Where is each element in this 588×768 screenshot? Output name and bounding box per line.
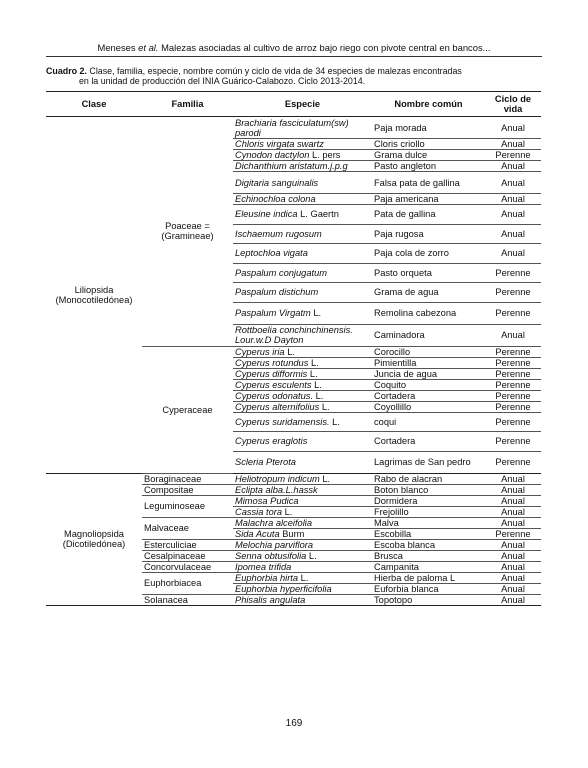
species-authority: L.: [319, 401, 330, 412]
especie-cell: [233, 368, 372, 379]
species-authority: L.: [298, 572, 309, 583]
ciclo-cell: Anual: [485, 495, 541, 506]
species-name: Eleusine indica: [235, 209, 298, 220]
species-name: Eclipta alba.L.hassk: [235, 484, 318, 495]
species-authority: L.: [308, 357, 319, 368]
header-familia: Familia: [142, 92, 233, 117]
species-name: Paspalum conjugatum: [235, 267, 327, 278]
header-rule: [46, 56, 542, 57]
ciclo-cell: Perenne: [485, 283, 541, 303]
nombre-comun-cell: Pasto angleton: [372, 161, 485, 172]
especie-cell: [233, 412, 372, 432]
species-authority: L.: [310, 308, 322, 318]
nombre-comun-cell: Dormidera: [372, 495, 485, 506]
familia-cell: Esterculiciae: [142, 539, 233, 550]
running-head-authors: Meneses: [97, 42, 139, 53]
nombre-comun-cell: Campanita: [372, 561, 485, 572]
page-number: 169: [285, 718, 303, 729]
nombre-comun-cell: Pata de gallina: [372, 205, 485, 225]
ciclo-cell: Anual: [485, 561, 541, 572]
especie-cell: [233, 572, 372, 583]
nombre-comun-cell: Topotopo: [372, 594, 485, 605]
especie-cell: [233, 473, 372, 484]
especie-cell: [233, 244, 372, 264]
species-name: Cyperus suridamensis.: [235, 416, 330, 427]
especie-cell: [233, 539, 372, 550]
especie-cell: [233, 550, 372, 561]
nombre-comun-cell: Pimientilla: [372, 357, 485, 368]
nombre-comun-cell: Paja americana: [372, 194, 485, 205]
species-name: Malachra alceifolia: [235, 517, 312, 528]
nombre-comun-cell: Hierba de paloma L: [372, 572, 485, 583]
caption-line-2: en la unidad de producción del INIA Guárico-Calabozo. Ciclo 2013-2014.: [79, 76, 366, 87]
especie-cell: [233, 302, 372, 324]
species-name: Brachiaria fasciculatum(sw) parodi: [235, 117, 349, 138]
nombre-comun-cell: Caminadora: [372, 324, 485, 346]
especie-cell: [233, 283, 372, 303]
especie-cell: [233, 495, 372, 506]
species-name: Digitaria sanguinalis: [235, 177, 319, 188]
species-name: Euphorbia hyperficifolia: [235, 583, 332, 594]
nombre-comun-cell: Escoba blanca: [372, 539, 485, 550]
species-name: Melochia parviflora: [235, 539, 314, 550]
species-name: Cyperus iria: [235, 346, 285, 357]
ciclo-cell: Perenne: [485, 528, 541, 539]
clase-cell: Liliopsida (Monocotiledónea): [46, 117, 142, 474]
ciclo-cell: Anual: [485, 594, 541, 605]
nombre-comun-cell: Lagrimas de San pedro: [372, 451, 485, 473]
species-name: Ischaemum rugosum: [235, 228, 322, 239]
especie-cell: [233, 432, 372, 452]
especie-cell: [233, 205, 372, 225]
nombre-comun-cell: Rabo de alacran: [372, 473, 485, 484]
nombre-comun-cell: Paja rugosa: [372, 224, 485, 244]
especie-cell: [233, 401, 372, 412]
species-name: Dichanthium aristatum.j.p.g: [235, 161, 348, 171]
especie-cell: [233, 117, 372, 139]
ciclo-cell: Perenne: [485, 432, 541, 452]
nombre-comun-cell: Pasto orqueta: [372, 263, 485, 283]
nombre-comun-cell: Corocillo: [372, 346, 485, 357]
species-name: Cyperus esculents: [235, 379, 312, 390]
header-row: [46, 92, 541, 117]
nombre-comun-cell: Paja morada: [372, 117, 485, 139]
species-name: Paspalum Virgatm: [235, 308, 311, 318]
species-authority: L.: [284, 346, 295, 357]
nombre-comun-cell: Paja cola de zorro: [372, 244, 485, 264]
familia-cell: Cesalpinaceae: [142, 550, 233, 561]
ciclo-cell: Anual: [485, 484, 541, 495]
species-authority: L.: [307, 368, 318, 379]
nombre-comun-cell: Juncia de agua: [372, 368, 485, 379]
table-row: [46, 473, 541, 484]
species-authority: L. pers: [309, 150, 341, 160]
ciclo-cell: Anual: [485, 506, 541, 517]
ciclo-cell: Anual: [485, 244, 541, 264]
species-authority: L.: [311, 379, 322, 390]
familia-cell: Euphorbiacea: [142, 572, 233, 594]
especie-cell: [233, 379, 372, 390]
species-name: Cyperus alternifolius: [235, 401, 320, 412]
familia-cell: Boraginaceae: [142, 473, 233, 484]
nombre-comun-cell: Remolina cabezona: [372, 302, 485, 324]
ciclo-cell: Anual: [485, 161, 541, 172]
ciclo-cell: Perenne: [485, 379, 541, 390]
ciclo-cell: Perenne: [485, 451, 541, 473]
ciclo-cell: Anual: [485, 324, 541, 346]
species-name: Cyperus odonatus.: [235, 390, 314, 401]
especie-cell: [233, 263, 372, 283]
ciclo-cell: Anual: [485, 583, 541, 594]
species-name: Paspalum distichum: [235, 287, 319, 298]
table-row: [46, 117, 541, 139]
species-authority: L.: [319, 473, 331, 484]
species-authority: L.: [306, 550, 317, 561]
especie-cell: [233, 139, 372, 150]
especie-cell: [233, 324, 372, 346]
familia-cell: Poaceae = (Gramineae): [142, 117, 233, 347]
caption-label: Cuadro 2.: [46, 66, 87, 76]
nombre-comun-cell: Boton blanco: [372, 484, 485, 495]
species-name: Ipomea trifida: [235, 561, 292, 572]
species-authority: L.: [313, 390, 324, 401]
header-especie: Especie: [233, 92, 372, 117]
especie-cell: [233, 357, 372, 368]
ciclo-cell: Anual: [485, 517, 541, 528]
species-name: Cassia tora: [235, 506, 283, 517]
ciclo-cell: Perenne: [485, 401, 541, 412]
ciclo-cell: Anual: [485, 205, 541, 225]
header-ciclo-de-vida: Ciclo de vida: [485, 92, 541, 117]
ciclo-cell: Anual: [485, 172, 541, 194]
familia-cell: Malvaceae: [142, 517, 233, 539]
ciclo-cell: Perenne: [485, 302, 541, 324]
ciclo-cell: Anual: [485, 473, 541, 484]
especie-cell: [233, 517, 372, 528]
running-head-etal: et al.: [138, 42, 159, 53]
especie-cell: [233, 528, 372, 539]
nombre-comun-cell: Cloris criollo: [372, 139, 485, 150]
nombre-comun-cell: Falsa pata de gallina: [372, 172, 485, 194]
species-authority: Burm: [279, 528, 305, 539]
species-name: Mimosa Pudica: [235, 495, 299, 506]
especie-cell: [233, 224, 372, 244]
ciclo-cell: Anual: [485, 117, 541, 139]
species-name: Heliotropum indicum: [235, 473, 320, 484]
nombre-comun-cell: Euforbia blanca: [372, 583, 485, 594]
clase-cell: Magnoliopsida (Dicotiledónea): [46, 473, 142, 605]
familia-cell: Concorvulaceae: [142, 561, 233, 572]
nombre-comun-cell: Grama dulce: [372, 150, 485, 161]
ciclo-cell: Perenne: [485, 390, 541, 401]
ciclo-cell: Anual: [485, 539, 541, 550]
species-table-body: [46, 117, 541, 606]
especie-cell: [233, 161, 372, 172]
species-authority: L.: [329, 416, 340, 427]
ciclo-cell: Anual: [485, 224, 541, 244]
familia-cell: Solanacea: [142, 594, 233, 605]
caption-line-1: Clase, familia, especie, nombre común y ciclo de vida de 34 especies de malezas encontradas: [86, 66, 462, 76]
ciclo-cell: Anual: [485, 194, 541, 205]
species-name: Leptochloa vigata: [235, 248, 308, 259]
especie-cell: [233, 390, 372, 401]
ciclo-cell: Perenne: [485, 412, 541, 432]
nombre-comun-cell: Coyollillo: [372, 401, 485, 412]
familia-cell: Compositae: [142, 484, 233, 495]
nombre-comun-cell: Malva: [372, 517, 485, 528]
ciclo-cell: Anual: [485, 139, 541, 150]
nombre-comun-cell: coqui: [372, 412, 485, 432]
ciclo-cell: Perenne: [485, 368, 541, 379]
species-name: Euphorbia hirta: [235, 572, 299, 583]
species-name: Cyperus eraglotis: [235, 436, 308, 447]
running-head: [46, 42, 542, 53]
ciclo-cell: Anual: [485, 572, 541, 583]
especie-cell: [233, 583, 372, 594]
especie-cell: [233, 561, 372, 572]
nombre-comun-cell: Grama de agua: [372, 283, 485, 303]
especie-cell: [233, 594, 372, 605]
species-name: Chloris virgata swartz: [235, 139, 324, 149]
nombre-comun-cell: Brusca: [372, 550, 485, 561]
species-table: [46, 91, 541, 606]
especie-cell: [233, 506, 372, 517]
table-caption: [46, 66, 542, 87]
nombre-comun-cell: Cortadera: [372, 390, 485, 401]
especie-cell: [233, 194, 372, 205]
nombre-comun-cell: Cortadera: [372, 432, 485, 452]
species-name: Cynodon dactylon: [235, 150, 310, 160]
familia-cell: Cyperaceae: [142, 346, 233, 473]
especie-cell: [233, 484, 372, 495]
nombre-comun-cell: Coquito: [372, 379, 485, 390]
species-name: Phisalis angulata: [235, 594, 306, 605]
especie-cell: [233, 172, 372, 194]
species-name: Scleria Pterota: [235, 457, 296, 467]
header-clase: Clase: [46, 92, 142, 117]
ciclo-cell: Perenne: [485, 346, 541, 357]
especie-cell: [233, 346, 372, 357]
species-name: Senna obtusifolia: [235, 550, 307, 561]
species-name: Cyperus rotundus: [235, 357, 309, 368]
ciclo-cell: Anual: [485, 550, 541, 561]
nombre-comun-cell: Frejolillo: [372, 506, 485, 517]
header-nombre-comun: Nombre común: [372, 92, 485, 117]
species-name: Rottboelia conchinchinensis. Lour.w.D Dayton: [235, 325, 353, 345]
especie-cell: [233, 451, 372, 473]
ciclo-cell: Perenne: [485, 263, 541, 283]
ciclo-cell: Perenne: [485, 357, 541, 368]
species-authority: L.: [282, 506, 293, 517]
ciclo-cell: Perenne: [485, 150, 541, 161]
running-head-title: Malezas asociadas al cultivo de arroz bajo riego con pivote central en bancos...: [158, 42, 491, 53]
especie-cell: [233, 150, 372, 161]
species-name: Cyperus difformis: [235, 368, 308, 379]
nombre-comun-cell: Escobilla: [372, 528, 485, 539]
species-name: Sida Acuta: [235, 528, 280, 539]
species-authority: L. Gaertn: [297, 209, 339, 220]
familia-cell: Leguminoseae: [142, 495, 233, 517]
species-name: Echinochloa colona: [235, 194, 316, 204]
